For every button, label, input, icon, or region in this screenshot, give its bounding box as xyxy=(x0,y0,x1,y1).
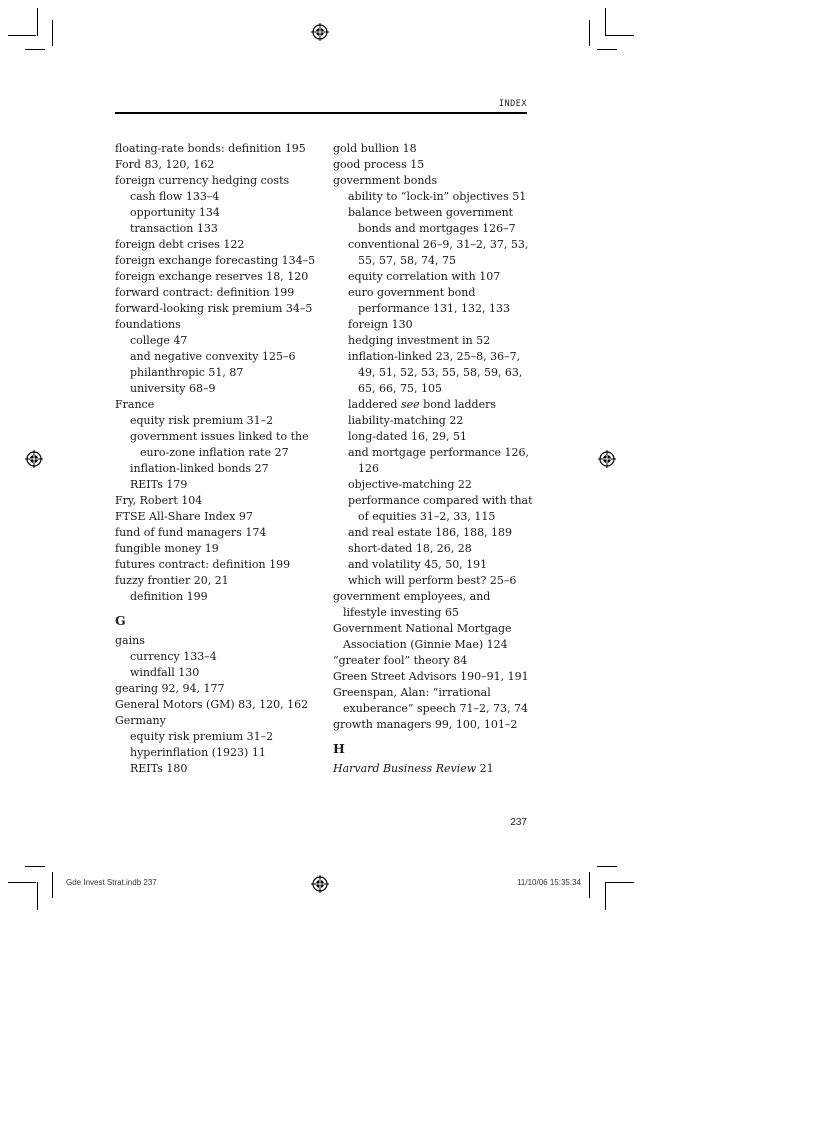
index-entry: forward contract: definition 199 xyxy=(115,286,295,299)
registration-mark-icon xyxy=(25,450,43,468)
index-subentry: performance compared with that of equities 31–2, 33, 115 xyxy=(348,494,533,523)
index-entry: fuzzy frontier 20, 21 xyxy=(115,574,229,587)
index-subentry: euro government bond performance 131, 132, 133 xyxy=(348,286,510,315)
index-column-right xyxy=(333,141,533,777)
crop-mark xyxy=(597,866,617,867)
index-subentry: university 68–9 xyxy=(130,382,216,395)
crop-mark xyxy=(25,49,45,50)
index-subentry: REITs 179 xyxy=(130,478,188,491)
index-subentry: and negative convexity 125–6 xyxy=(130,350,296,363)
index-entry: foundations xyxy=(115,318,181,331)
crop-mark xyxy=(606,35,634,36)
index-subentry: and real estate 186, 188, 189 xyxy=(348,526,513,539)
index-subentry: ability to “lock-in” objectives 51 xyxy=(348,190,527,203)
index-entry: Germany xyxy=(115,714,166,727)
index-subentry: short-dated 18, 26, 28 xyxy=(348,542,472,555)
index-entry: Government National Mortgage Association (Ginnie Mae) 124 xyxy=(333,622,512,651)
crop-mark xyxy=(37,8,38,36)
index-entry: growth managers 99, 100, 101–2 xyxy=(333,718,518,731)
crop-mark xyxy=(605,882,606,910)
index-entry: foreign currency hedging costs xyxy=(115,174,290,187)
index-section-letter: H xyxy=(333,741,345,756)
index-entry: futures contract: definition 199 xyxy=(115,558,291,571)
index-entry: foreign exchange reserves 18, 120 xyxy=(115,270,309,283)
index-entry: good process 15 xyxy=(333,158,425,171)
crop-mark xyxy=(8,882,36,883)
index-entry: government employees, and lifestyle investing 65 xyxy=(333,590,491,619)
crop-mark xyxy=(606,882,634,883)
crop-mark xyxy=(605,8,606,36)
index-subentry: balance between government bonds and mortgages 126–7 xyxy=(348,206,516,235)
index-subentry: equity risk premium 31–2 xyxy=(130,414,274,427)
index-subentry: government issues linked to the euro-zone inflation rate 27 xyxy=(130,430,309,459)
index-entry: Fry, Robert 104 xyxy=(115,494,203,507)
running-header: INDEX xyxy=(498,99,527,109)
index-entry-title: Harvard Business Review xyxy=(333,762,477,775)
index-column-left xyxy=(115,141,320,777)
registration-mark-icon xyxy=(598,450,616,468)
index-entry: “greater fool” theory 84 xyxy=(333,654,468,667)
index-entry: Greenspan, Alan: “irrational exuberance” speech 71–2, 73, 74 xyxy=(333,686,528,715)
index-subentry: currency 133–4 xyxy=(130,650,217,663)
index-subentry: conventional 26–9, 31–2, 37, 53, 55, 57, 58, 74, 75 xyxy=(348,238,529,267)
index-entry: gains xyxy=(115,634,145,647)
index-subentry: cash flow 133–4 xyxy=(130,190,220,203)
registration-mark-icon xyxy=(311,875,329,893)
index-subentry: and volatility 45, 50, 191 xyxy=(348,558,488,571)
index-subentry: REITs 180 xyxy=(130,762,188,775)
footer-timestamp: 11/10/06 15:35:34 xyxy=(517,878,581,887)
index-subentry: objective-matching 22 xyxy=(348,478,472,491)
crop-mark xyxy=(597,49,617,50)
index-cross-reference: see xyxy=(400,398,420,411)
page-number: 237 xyxy=(510,817,527,828)
index-subentry: inflation-linked bonds 27 xyxy=(130,462,269,475)
index-entry: fungible money 19 xyxy=(115,542,219,555)
index-entry: fund of fund managers 174 xyxy=(115,526,267,539)
crop-mark xyxy=(52,872,53,898)
index-subentry: opportunity 134 xyxy=(130,206,220,219)
index-subentry: hedging investment in 52 xyxy=(348,334,491,347)
index-entry: Ford 83, 120, 162 xyxy=(115,158,215,171)
crop-mark xyxy=(589,20,590,46)
index-subentry: laddered see bond ladders xyxy=(348,398,497,411)
crop-mark xyxy=(8,35,36,36)
crop-mark xyxy=(37,882,38,910)
registration-mark-icon xyxy=(311,23,329,41)
index-section-letter: G xyxy=(115,613,126,628)
index-entry: FTSE All-Share Index 97 xyxy=(115,510,253,523)
index-entry: France xyxy=(115,398,155,411)
index-subentry: which will perform best? 25–6 xyxy=(348,574,517,587)
index-subentry: and mortgage performance 126, 126 xyxy=(348,446,530,475)
index-entry: foreign debt crises 122 xyxy=(115,238,245,251)
index-entry: government bonds xyxy=(333,174,438,187)
index-subentry: college 47 xyxy=(130,334,188,347)
index-subentry: hyperinflation (1923) 11 xyxy=(130,746,266,759)
index-subentry: windfall 130 xyxy=(130,666,200,679)
header-rule xyxy=(115,112,527,114)
index-subentry: definition 199 xyxy=(130,590,208,603)
index-subentry: philanthropic 51, 87 xyxy=(130,366,244,379)
crop-mark xyxy=(25,866,45,867)
crop-mark xyxy=(52,20,53,46)
index-subentry: transaction 133 xyxy=(130,222,218,235)
index-subentry: liability-matching 22 xyxy=(348,414,464,427)
crop-mark xyxy=(589,872,590,898)
index-entry: Green Street Advisors 190–91, 191 xyxy=(333,670,529,683)
index-subentry: foreign 130 xyxy=(348,318,413,331)
index-entry: Harvard Business Review 21 xyxy=(333,762,494,775)
index-entry: floating-rate bonds: definition 195 xyxy=(115,142,306,155)
index-subentry: equity correlation with 107 xyxy=(348,270,501,283)
index-subentry: equity risk premium 31–2 xyxy=(130,730,274,743)
index-entry: gearing 92, 94, 177 xyxy=(115,682,225,695)
index-entry: General Motors (GM) 83, 120, 162 xyxy=(115,698,309,711)
index-subentry: long-dated 16, 29, 51 xyxy=(348,430,468,443)
index-entry: gold bullion 18 xyxy=(333,142,417,155)
index-entry: forward-looking risk premium 34–5 xyxy=(115,302,313,315)
index-entry: foreign exchange forecasting 134–5 xyxy=(115,254,316,267)
index-subentry: inflation-linked 23, 25–8, 36–7, 49, 51, 52, 53, 55, 58, 59, 63, 65, 66, 75, 105 xyxy=(348,350,523,395)
footer-file-slug: Gde Invest Strat.indb 237 xyxy=(66,878,157,887)
